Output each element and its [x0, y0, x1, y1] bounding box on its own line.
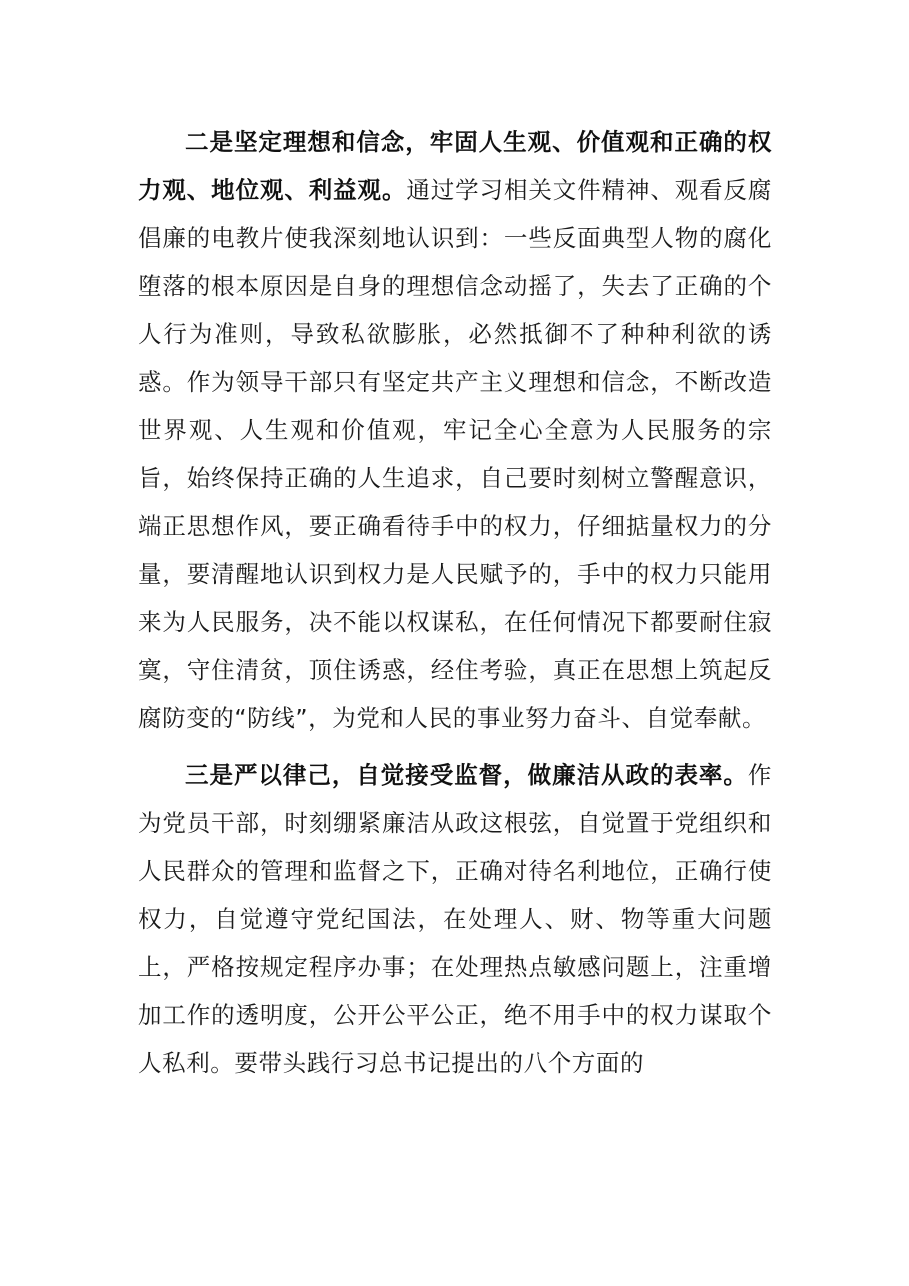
paragraph-body: 通过学习相关文件精神、观看反腐倡廉的电教片使我深刻地认识到：一些反面典型人物的腐化堕落的根本原因是自身的理想信念动摇了，失去了正确的个人行为准则，导致私欲膨胀，必然抵御不了种种利欲的诱惑。作为领导干部只有坚定共产主义理想和信念，不断改造世界观、人生观和价值观，牢记全心全意为人民服务的宗旨，始终保持正确的人生追求，自己要时刻树立警醒意识，端正思想作风，要正确看待手中的权力，仔细掂量权力的分量，要清醒地认识到权力是人民赋予的，手中的权力只能用来为人民服务，决不能以权谋私，在任何情况下都要耐住寂寞，守住清贫，顶住诱惑，经住考验，真正在思想上筑起反腐防变的“防线”，为党和人民的事业努力奋斗、自觉奉献。	[138, 176, 772, 732]
paragraph-lead: 三是严以律己，自觉接受监督，做廉洁从政的表率。	[185, 761, 748, 789]
paragraph-ideals	[138, 118, 772, 742]
paragraph-body: 作为党员干部，时刻绷紧廉洁从政这根弦，自觉置于党组织和人民群众的管理和监督之下，正确对待名利地位，正确行使权力，自觉遵守党纪国法，在处理人、财、物等重大问题上，严格按规定程序办事；在处理热点敏感问题上，注重增加工作的透明度，公开公平公正，绝不用手中的权力谋取个人私利。要带头践行习总书记提出的八个方面的	[138, 761, 772, 1077]
paragraph-self-discipline	[138, 751, 772, 1087]
document-page	[138, 118, 772, 1087]
paragraph-lead: 二是坚定理想和信念，牢固人生观、价值观和正确的权力观、地位观、利益观。	[138, 128, 772, 204]
